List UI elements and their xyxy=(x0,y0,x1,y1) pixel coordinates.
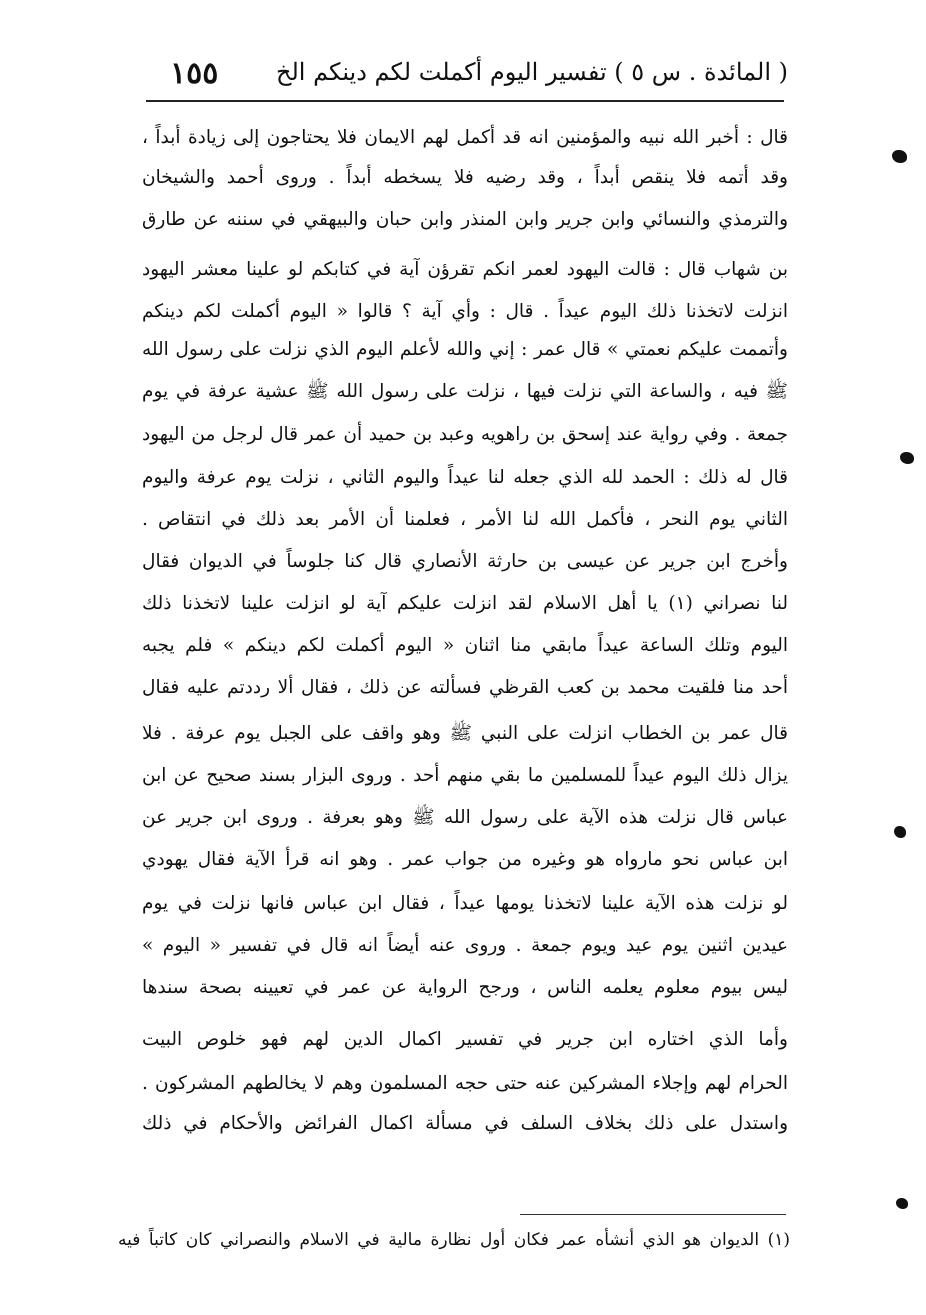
text-line: يزال ذلك اليوم عيداً للمسلمين ما بقي منهم أحد . وروى البزار بسند صحيح عن ابن xyxy=(142,765,788,786)
text-line: لو نزلت هذه الآية علينا لاتخذنا يومها عيداً ، فقال ابن عباس فانها نزلت في يوم xyxy=(142,893,788,914)
scan-speck xyxy=(900,452,914,464)
text-line: ليس بيوم معلوم يعلمه الناس ، ورجح الرواية عن عمر في تعيينه بصحة سندها xyxy=(142,977,788,998)
page-number: ١٥٥ xyxy=(170,56,219,91)
text-line: الثاني يوم النحر ، فأكمل الله لنا الأمر ، فعلمنا أن الأمر بعد ذلك في انتقاص . xyxy=(142,509,788,530)
text-line: انزلت لاتخذنا ذلك اليوم عيداً . قال : وأي آية ؟ قالوا « اليوم أكملت لكم دينكم xyxy=(142,301,788,322)
body-text xyxy=(142,118,788,1198)
text-line: وقد أتمه فلا ينقص أبداً ، وقد رضيه فلا يسخطه أبداً . وروى أحمد والشيخان xyxy=(142,167,788,188)
text-line: جمعة . وفي رواية عند إسحق بن راهويه وعبد بن حميد أن عمر قال لرجل من اليهود xyxy=(142,424,788,445)
scan-speck xyxy=(894,826,906,838)
header-rule xyxy=(146,100,784,102)
text-line: قال له ذلك : الحمد لله الذي جعله لنا عيداً واليوم الثاني ، نزلت يوم عرفة واليوم xyxy=(142,467,788,488)
footnote-rule xyxy=(520,1214,786,1215)
footnote: (١) الديوان هو الذي أنشأه عمر فكان أول نظارة مالية في الاسلام والنصراني كان كاتباً فيه xyxy=(118,1230,790,1250)
scan-speck xyxy=(892,150,907,163)
scan-speck xyxy=(896,1198,908,1209)
text-line: وأخرج ابن جرير عن عيسى بن حارثة الأنصاري قال كنا جلوساً في الديوان فقال xyxy=(142,551,788,572)
text-line: لنا نصراني (١) يا أهل الاسلام لقد انزلت عليكم آية لو انزلت علينا لاتخذنا ذلك xyxy=(142,593,788,614)
text-line: ﷺ فيه ، والساعة التي نزلت فيها ، نزلت على رسول الله ﷺ عشية عرفة في يوم xyxy=(142,381,788,402)
page-header xyxy=(140,56,788,96)
text-line: قال : أخبر الله نبيه والمؤمنين انه قد أكمل لهم الايمان فلا يحتاجون إلى زيادة أبداً ، xyxy=(142,127,788,148)
running-title: ( المائدة . س ٥ ) تفسير اليوم أكملت لكم دينكم الخ xyxy=(275,58,788,86)
text-line: الحرام لهم وإجلاء المشركين عنه حتى حجه المسلمون وهم لا يخالطهم المشركون . xyxy=(142,1073,788,1094)
text-line: قال عمر بن الخطاب انزلت على النبي ﷺ وهو واقف على الجبل يوم عرفة . فلا xyxy=(142,723,788,744)
text-line: والترمذي والنسائي وابن جرير وابن المنذر وابن حبان والبيهقي في سننه عن طارق xyxy=(142,209,788,230)
text-line: أحد منا فلقيت محمد بن كعب القرظي فسألته عن ذلك ، فقال ألا رددتم عليه فقال xyxy=(142,677,788,698)
text-line: بن شهاب قال : قالت اليهود لعمر انكم تقرؤن آية في كتابكم لو علينا معشر اليهود xyxy=(142,259,788,280)
text-line: عباس قال نزلت هذه الآية على رسول الله ﷺ وهو بعرفة . وروى ابن جرير عن xyxy=(142,807,788,828)
text-line: وأما الذي اختاره ابن جرير في تفسير اكمال الدين لهم فهو خلوص البيت xyxy=(142,1029,788,1050)
text-line: واستدل على ذلك بخلاف السلف في مسألة اكمال الفرائض والأحكام في ذلك xyxy=(142,1113,788,1134)
text-line: وأتممت عليكم نعمتي » قال عمر : إني والله لأعلم اليوم الذي نزلت على رسول الله xyxy=(142,339,788,360)
text-line: ابن عباس نحو مارواه هو وغيره من جواب عمر . وهو انه قرأ الآية فقال يهودي xyxy=(142,849,788,870)
text-line: عيدين اثنين يوم عيد ويوم جمعة . وروى عنه أيضاً انه قال في تفسير « اليوم » xyxy=(142,935,788,956)
text-line: اليوم وتلك الساعة عيداً مابقي منا اثنان « اليوم أكملت لكم دينكم » فلم يجبه xyxy=(142,635,788,656)
